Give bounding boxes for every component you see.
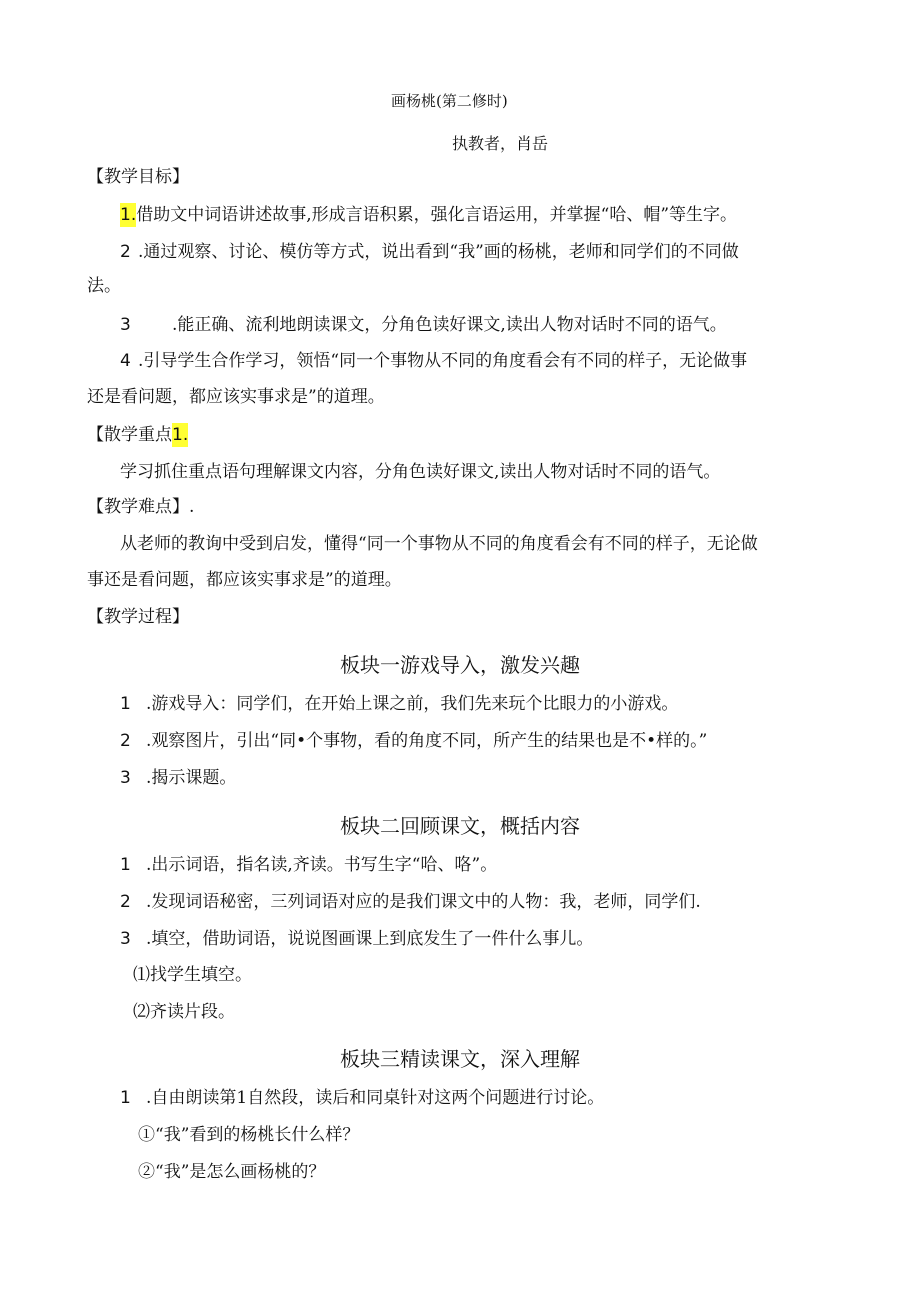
block-1-title: 板块一游戏导入，激发兴趣 [340, 653, 580, 677]
difficulties-text: 从老师的教询中受到启发，懂得“同一个事物从不同的角度看会有不同的样子，无论做 [120, 534, 758, 554]
block-2-item-2 [120, 891, 701, 913]
block-2-item-1-text: .出示词语，指名读,齐读。书写生字“哈、咯”。 [146, 855, 498, 875]
teacher-name: 执教者，肖岳 [452, 134, 549, 153]
block-1-item-2 [120, 730, 707, 752]
block-2-item-3 [120, 928, 593, 950]
block-2-item-1 [120, 854, 497, 876]
objective-2-continued: 法。 [87, 276, 121, 296]
objective-3 [120, 314, 727, 336]
key-points-heading [87, 424, 188, 446]
key-points-heading-text: 【散学重点 [87, 425, 172, 445]
block-3-item-1-text: .自由朗读第1自然段，读后和同桌针对这两个问题进行讨论。 [146, 1088, 605, 1108]
objective-2-text: .通过观察、讨论、模仿等方式，说出看到“我”画的杨桃，老师和同学们的不同做 [138, 242, 739, 262]
block-2-item-3-text: .填空，借助词语，说说图画课上到底发生了一件什么事儿。 [146, 929, 594, 949]
block-3-title: 板块三精读课文，深入理解 [340, 1047, 580, 1071]
difficulties-heading: 【教学难点】. [87, 497, 195, 517]
difficulties-text-continued: 事还是看问题，都应该实事求是”的道理。 [87, 570, 402, 590]
block-1-item-1 [120, 693, 678, 715]
block-1-item-1-number: 1 [120, 694, 131, 714]
objective-4-continued: 还是看问题，都应该实事求是”的道理。 [87, 387, 385, 407]
block-1-item-3 [120, 767, 236, 789]
block-2-item-2-text: .发现词语秘密，三列词语对应的是我们课文中的人物：我，老师，同学们. [146, 892, 701, 912]
block-1-item-3-text: .揭示课题。 [146, 768, 237, 788]
objective-3-text: .能正确、流利地朗读课文，分角色读好课文,读出人物对话时不同的语气。 [172, 315, 727, 335]
objective-4-text: .引导学生合作学习，领悟“同一个事物从不同的角度看会有不同的样子，无论做事 [138, 351, 748, 371]
block-3-item-1 [120, 1087, 604, 1109]
process-heading: 【教学过程】 [87, 607, 189, 627]
block-2-item-3-number: 3 [120, 929, 131, 949]
block-1-item-2-number: 2 [120, 731, 131, 751]
document-title: 画杨桃(第二修时) [391, 92, 508, 110]
objective-4-number: 4 [120, 351, 131, 371]
objective-1-number: 1. [120, 205, 137, 225]
objectives-heading: 【教学目标】 [87, 167, 189, 187]
objective-4 [120, 350, 747, 372]
block-1-item-3-number: 3 [120, 768, 131, 788]
block-2-subitem-2: ⑵齐读片段。 [133, 1002, 235, 1022]
objective-1-text: 借助文中词语讲述故事,形成言语积累，强化言语运用，并掌握“哈、帽”等生字。 [136, 205, 738, 225]
block-1-item-1-text: .游戏导入：同学们，在开始上课之前，我们先来玩个比眼力的小游戏。 [146, 694, 679, 714]
objective-2-number: 2 [120, 242, 131, 262]
block-3-question-1: ①“我”看到的杨桃长什么样？ [138, 1125, 360, 1145]
block-2-title: 板块二回顾课文，概括内容 [340, 814, 580, 838]
objective-3-number: 3 [120, 315, 131, 335]
block-3-question-2: ②“我”是怎么画杨桃的？ [138, 1162, 326, 1182]
key-points-text: 学习抓住重点语句理解课文内容，分角色读好课文,读出人物对话时不同的语气。 [120, 462, 721, 482]
block-2-item-1-number: 1 [120, 855, 131, 875]
block-3-item-1-number: 1 [120, 1088, 131, 1108]
block-2-subitem-1: ⑴找学生填空。 [133, 965, 252, 985]
objective-2 [120, 241, 739, 263]
block-1-item-2-text: .观察图片，引出“同•个事物，看的角度不同，所产生的结果也是不•样的。” [146, 731, 708, 751]
key-points-heading-mark: 1. [172, 425, 189, 445]
block-2-item-2-number: 2 [120, 892, 131, 912]
objective-1 [120, 204, 737, 226]
